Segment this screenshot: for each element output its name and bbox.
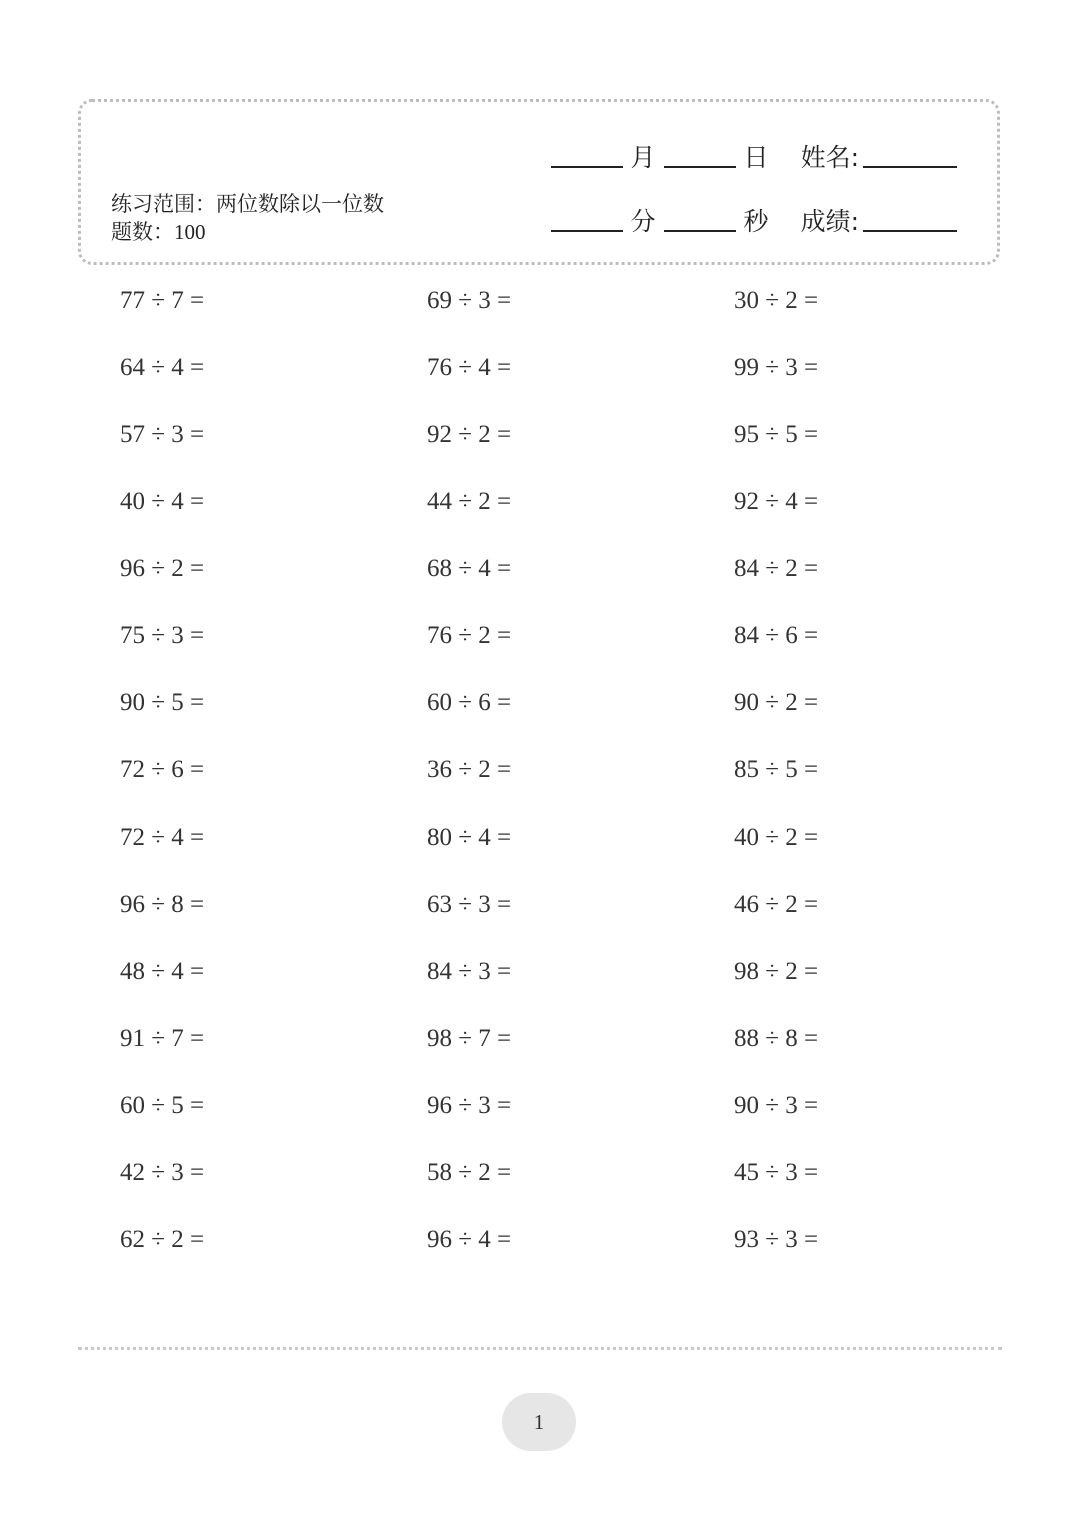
problem-item: 44 ÷ 2 =	[427, 488, 512, 516]
problem-row	[120, 348, 1020, 415]
problem-item: 80 ÷ 4 =	[427, 823, 512, 851]
problem-item: 84 ÷ 3 =	[427, 957, 512, 985]
worksheet-header	[78, 99, 1000, 265]
problem-item: 95 ÷ 5 =	[734, 421, 819, 449]
date-name-row	[551, 134, 965, 174]
problem-row	[120, 1019, 1020, 1086]
problem-item: 96 ÷ 3 =	[427, 1091, 512, 1119]
problem-item: 68 ÷ 4 =	[427, 555, 512, 583]
second-label: 秒	[743, 207, 769, 236]
problem-item: 72 ÷ 6 =	[120, 756, 205, 784]
problem-row	[120, 616, 1020, 683]
second-blank[interactable]	[664, 202, 736, 232]
problem-item: 88 ÷ 8 =	[734, 1024, 819, 1052]
problem-item: 92 ÷ 2 =	[427, 421, 512, 449]
problem-item: 84 ÷ 6 =	[734, 622, 819, 650]
problem-row	[120, 1153, 1020, 1220]
problem-item: 62 ÷ 2 =	[120, 1225, 205, 1253]
problem-item: 60 ÷ 5 =	[120, 1091, 205, 1119]
problem-item: 85 ÷ 5 =	[734, 756, 819, 784]
problem-row	[120, 482, 1020, 549]
problem-row	[120, 1086, 1020, 1153]
problem-item: 57 ÷ 3 =	[120, 421, 205, 449]
scope-label: 练习范围：两位数除以一位数	[111, 192, 384, 216]
problem-item: 42 ÷ 3 =	[120, 1158, 205, 1186]
minute-label: 分	[630, 207, 656, 236]
problem-item: 93 ÷ 3 =	[734, 1225, 819, 1253]
problem-item: 75 ÷ 3 =	[120, 622, 205, 650]
problem-row	[120, 818, 1020, 885]
name-label: 姓名:	[800, 143, 859, 172]
problem-item: 98 ÷ 2 =	[734, 957, 819, 985]
count-label: 题数：	[111, 220, 174, 244]
problem-item: 60 ÷ 6 =	[427, 689, 512, 717]
problem-item: 96 ÷ 4 =	[427, 1225, 512, 1253]
problem-item: 99 ÷ 3 =	[734, 354, 819, 382]
problem-row	[120, 415, 1020, 482]
footer-divider	[78, 1347, 1002, 1350]
problem-item: 76 ÷ 2 =	[427, 622, 512, 650]
page-number: 1	[502, 1393, 576, 1451]
problem-item: 58 ÷ 2 =	[427, 1158, 512, 1186]
practice-scope	[111, 190, 391, 246]
problem-item: 40 ÷ 4 =	[120, 488, 205, 516]
problem-item: 40 ÷ 2 =	[734, 823, 819, 851]
problem-item: 48 ÷ 4 =	[120, 957, 205, 985]
problem-item: 46 ÷ 2 =	[734, 890, 819, 918]
problem-item: 90 ÷ 5 =	[120, 689, 205, 717]
month-label: 月	[630, 143, 656, 172]
problem-item: 84 ÷ 2 =	[734, 555, 819, 583]
problem-item: 30 ÷ 2 =	[734, 287, 819, 314]
name-blank[interactable]	[863, 138, 957, 168]
day-label: 日	[743, 143, 769, 172]
count-value: 100	[174, 220, 206, 244]
problem-item: 69 ÷ 3 =	[427, 287, 512, 314]
score-label: 成绩:	[800, 207, 859, 236]
problem-row	[120, 281, 1020, 348]
problem-item: 90 ÷ 3 =	[734, 1091, 819, 1119]
problem-item: 36 ÷ 2 =	[427, 756, 512, 784]
problem-item: 76 ÷ 4 =	[427, 354, 512, 382]
month-blank[interactable]	[551, 138, 623, 168]
score-blank[interactable]	[863, 202, 957, 232]
minute-blank[interactable]	[551, 202, 623, 232]
problem-item: 72 ÷ 4 =	[120, 823, 205, 851]
problem-item: 96 ÷ 2 =	[120, 555, 205, 583]
problem-item: 98 ÷ 7 =	[427, 1024, 512, 1052]
problem-row	[120, 952, 1020, 1019]
problem-row	[120, 549, 1020, 616]
problem-item: 92 ÷ 4 =	[734, 488, 819, 516]
problem-item: 91 ÷ 7 =	[120, 1024, 205, 1052]
problem-item: 90 ÷ 2 =	[734, 689, 819, 717]
problem-row	[120, 885, 1020, 952]
time-score-row	[551, 198, 965, 238]
problem-item: 64 ÷ 4 =	[120, 354, 205, 382]
day-blank[interactable]	[664, 138, 736, 168]
problem-item: 77 ÷ 7 =	[120, 287, 205, 314]
problem-item: 45 ÷ 3 =	[734, 1158, 819, 1186]
problem-item: 63 ÷ 3 =	[427, 890, 512, 918]
problem-row	[120, 1220, 1020, 1287]
problem-row	[120, 750, 1020, 817]
problem-row	[120, 683, 1020, 750]
problem-grid	[120, 281, 1020, 1287]
problem-item: 96 ÷ 8 =	[120, 890, 205, 918]
